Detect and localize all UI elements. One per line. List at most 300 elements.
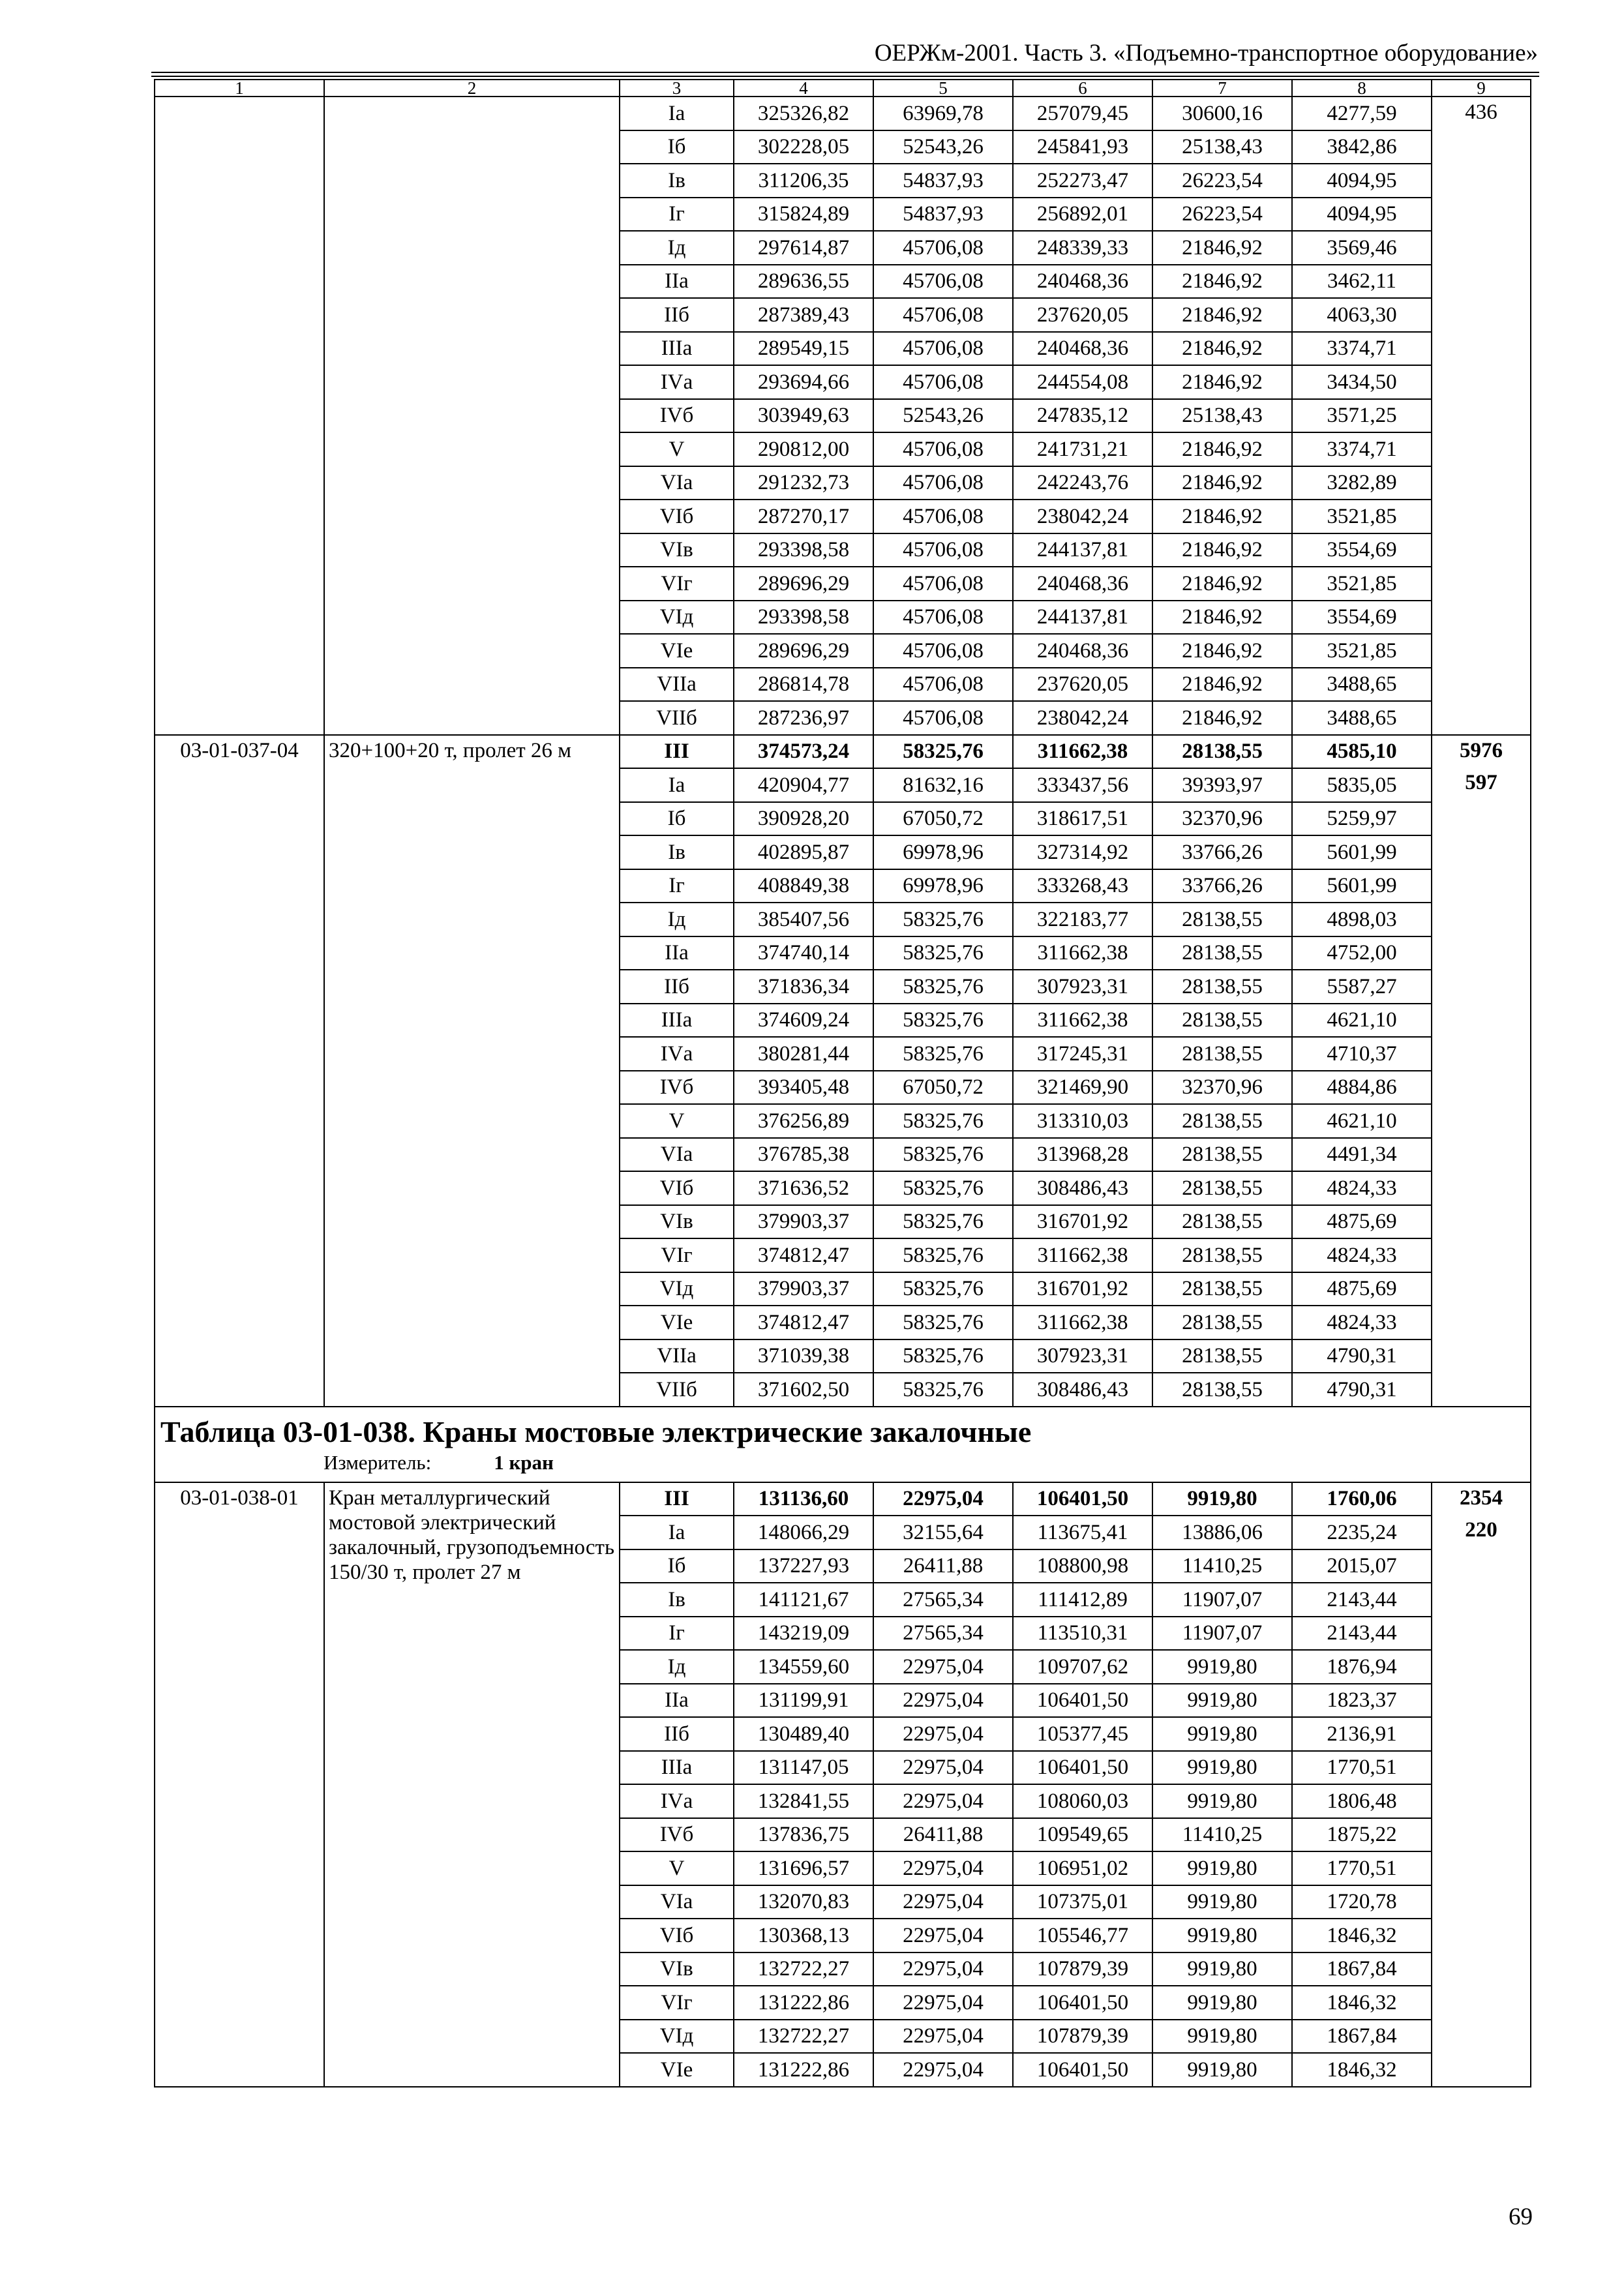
machine-cost-cell: 327314,92 <box>1013 835 1152 869</box>
machinist-wages-cell: 28138,55 <box>1152 1104 1292 1138</box>
total-cost-cell: 374573,24 <box>734 735 873 769</box>
machinist-wages-cell: 21846,92 <box>1152 533 1292 567</box>
machine-cost-cell: 106401,50 <box>1013 1751 1152 1785</box>
materials-cell: 1720,78 <box>1292 1885 1432 1919</box>
table-title-cell <box>155 1407 1531 1482</box>
wages-cell: 22975,04 <box>873 1986 1013 2020</box>
page-number: 69 <box>1509 2204 1533 2230</box>
variant-cell: IVа <box>620 1037 734 1071</box>
total-cost-cell: 132841,55 <box>734 1784 873 1818</box>
total-cost-cell: 131147,05 <box>734 1751 873 1785</box>
variant-cell: IIб <box>620 1717 734 1751</box>
machinist-wages-cell: 28138,55 <box>1152 1205 1292 1239</box>
wages-cell: 45706,08 <box>873 432 1013 466</box>
materials-cell: 5601,99 <box>1292 835 1432 869</box>
total-cost-cell: 132070,83 <box>734 1885 873 1919</box>
variant-cell: VIе <box>620 2053 734 2087</box>
machinist-wages-cell: 28138,55 <box>1152 1306 1292 1339</box>
column-number: 7 <box>1152 80 1292 97</box>
machine-cost-cell: 333268,43 <box>1013 869 1152 903</box>
machinist-wages-cell: 21846,92 <box>1152 231 1292 265</box>
machinist-wages-cell: 9919,80 <box>1152 2053 1292 2087</box>
materials-cell: 3434,50 <box>1292 365 1432 399</box>
machine-cost-cell: 108800,98 <box>1013 1549 1152 1583</box>
variant-cell: IIб <box>620 298 734 332</box>
total-cost-cell: 374609,24 <box>734 1004 873 1038</box>
variant-cell: IVа <box>620 365 734 399</box>
machinist-wages-cell: 21846,92 <box>1152 265 1292 299</box>
total-cost-cell: 132722,27 <box>734 1952 873 1986</box>
total-cost-cell: 290812,00 <box>734 432 873 466</box>
total-cost-cell: 390928,20 <box>734 802 873 836</box>
col9-value: 5976 <box>1460 738 1503 762</box>
machinist-wages-cell: 21846,92 <box>1152 668 1292 702</box>
column-number: 4 <box>734 80 873 97</box>
machine-cost-cell: 237620,05 <box>1013 668 1152 702</box>
wages-cell: 22975,04 <box>873 2020 1013 2054</box>
machine-cost-cell: 105546,77 <box>1013 1919 1152 1952</box>
total-cost-cell: 134559,60 <box>734 1650 873 1684</box>
variant-cell: III <box>620 735 734 769</box>
machine-cost-cell: 252273,47 <box>1013 164 1152 198</box>
machine-cost-cell: 311662,38 <box>1013 936 1152 970</box>
total-cost-cell: 287236,97 <box>734 701 873 735</box>
machinist-wages-cell: 9919,80 <box>1152 1919 1292 1952</box>
materials-cell: 3488,65 <box>1292 668 1432 702</box>
variant-cell: Iг <box>620 1617 734 1651</box>
materials-cell: 3374,71 <box>1292 432 1432 466</box>
wages-cell: 52543,26 <box>873 399 1013 433</box>
materials-cell: 4790,31 <box>1292 1373 1432 1407</box>
column-number: 3 <box>620 80 734 97</box>
total-cost-cell: 287270,17 <box>734 500 873 533</box>
wages-cell: 22975,04 <box>873 1851 1013 1885</box>
machine-cost-cell: 109549,65 <box>1013 1818 1152 1852</box>
wages-cell: 32155,64 <box>873 1516 1013 1549</box>
materials-cell: 2015,07 <box>1292 1549 1432 1583</box>
variant-cell: IIIа <box>620 1751 734 1785</box>
materials-cell: 4824,33 <box>1292 1306 1432 1339</box>
machine-cost-cell: 238042,24 <box>1013 500 1152 533</box>
wages-cell: 45706,08 <box>873 265 1013 299</box>
machine-cost-cell: 238042,24 <box>1013 701 1152 735</box>
materials-cell: 1770,51 <box>1292 1851 1432 1885</box>
wages-cell: 58325,76 <box>873 970 1013 1004</box>
variant-cell: VIе <box>620 634 734 668</box>
materials-cell: 5601,99 <box>1292 869 1432 903</box>
wages-cell: 58325,76 <box>873 1004 1013 1038</box>
table-row <box>155 735 1531 769</box>
rate-code: 03-01-038-01 <box>155 1482 324 2087</box>
rate-code <box>155 97 324 735</box>
unit-line <box>160 1450 1530 1475</box>
variant-cell: III <box>620 1482 734 1516</box>
machine-cost-cell: 106951,02 <box>1013 1851 1152 1885</box>
wages-cell: 22975,04 <box>873 1784 1013 1818</box>
column-number: 6 <box>1013 80 1152 97</box>
materials-cell: 1846,32 <box>1292 2053 1432 2087</box>
machine-cost-cell: 317245,31 <box>1013 1037 1152 1071</box>
materials-cell: 3842,86 <box>1292 130 1432 164</box>
variant-cell: V <box>620 432 734 466</box>
wages-cell: 81632,16 <box>873 768 1013 802</box>
unit-value: 1 кран <box>494 1450 554 1474</box>
machine-cost-cell: 240468,36 <box>1013 567 1152 601</box>
variant-cell: IIа <box>620 265 734 299</box>
total-cost-cell: 293694,66 <box>734 365 873 399</box>
column-number: 9 <box>1432 80 1531 97</box>
wages-cell: 22975,04 <box>873 1650 1013 1684</box>
total-cost-cell: 143219,09 <box>734 1617 873 1651</box>
variant-cell: IVб <box>620 1818 734 1852</box>
materials-cell: 3521,85 <box>1292 634 1432 668</box>
machinist-wages-cell: 26223,54 <box>1152 198 1292 232</box>
machine-cost-cell: 105377,45 <box>1013 1717 1152 1751</box>
machinist-wages-cell: 39393,97 <box>1152 768 1292 802</box>
materials-cell: 4884,86 <box>1292 1071 1432 1105</box>
wages-cell: 69978,96 <box>873 869 1013 903</box>
machine-cost-cell: 106401,50 <box>1013 1684 1152 1718</box>
materials-cell: 3569,46 <box>1292 231 1432 265</box>
machinist-wages-cell: 32370,96 <box>1152 1071 1292 1105</box>
machine-cost-cell: 311662,38 <box>1013 1004 1152 1038</box>
materials-cell: 3554,69 <box>1292 601 1432 635</box>
total-cost-cell: 130368,13 <box>734 1919 873 1952</box>
total-cost-cell: 141121,67 <box>734 1583 873 1617</box>
machine-cost-cell: 256892,01 <box>1013 198 1152 232</box>
wages-cell: 22975,04 <box>873 1751 1013 1785</box>
machine-cost-cell: 307923,31 <box>1013 1339 1152 1373</box>
wages-cell: 58325,76 <box>873 903 1013 936</box>
materials-cell: 4752,00 <box>1292 936 1432 970</box>
variant-cell: VIб <box>620 1171 734 1205</box>
machine-cost-cell: 307923,31 <box>1013 970 1152 1004</box>
machine-cost-cell: 107879,39 <box>1013 2020 1152 2054</box>
table-title-row <box>155 1407 1531 1482</box>
variant-cell: Iг <box>620 198 734 232</box>
total-cost-cell: 420904,77 <box>734 768 873 802</box>
materials-cell: 1770,51 <box>1292 1751 1432 1785</box>
wages-cell: 67050,72 <box>873 1071 1013 1105</box>
machinist-wages-cell: 11410,25 <box>1152 1549 1292 1583</box>
machine-cost-cell: 107879,39 <box>1013 1952 1152 1986</box>
variant-cell: VIIа <box>620 668 734 702</box>
rate-code: 03-01-037-04 <box>155 735 324 1407</box>
wages-cell: 63969,78 <box>873 97 1013 130</box>
machinist-wages-cell: 9919,80 <box>1152 2020 1292 2054</box>
machine-cost-cell: 106401,50 <box>1013 1482 1152 1516</box>
machinist-wages-cell: 28138,55 <box>1152 970 1292 1004</box>
machinist-wages-cell: 28138,55 <box>1152 903 1292 936</box>
wages-cell: 58325,76 <box>873 1373 1013 1407</box>
variant-cell: VIа <box>620 1885 734 1919</box>
variant-cell: Iб <box>620 802 734 836</box>
col9-value: 2354 <box>1460 1486 1503 1510</box>
materials-cell: 2143,44 <box>1292 1583 1432 1617</box>
variant-cell: Iг <box>620 869 734 903</box>
machinist-wages-cell: 28138,55 <box>1152 1171 1292 1205</box>
materials-cell: 4094,95 <box>1292 164 1432 198</box>
total-cost-cell: 131136,60 <box>734 1482 873 1516</box>
col9-value: 220 <box>1465 1518 1497 1542</box>
variant-cell: VIг <box>620 567 734 601</box>
variant-cell: Iа <box>620 768 734 802</box>
variant-cell: IIIа <box>620 1004 734 1038</box>
variant-cell: IVб <box>620 1071 734 1105</box>
total-cost-cell: 289549,15 <box>734 332 873 366</box>
total-cost-cell: 374740,14 <box>734 936 873 970</box>
machinist-wages-cell: 21846,92 <box>1152 567 1292 601</box>
total-cost-cell: 287389,43 <box>734 298 873 332</box>
machinist-wages-cell: 9919,80 <box>1152 1784 1292 1818</box>
variant-cell: IIб <box>620 970 734 1004</box>
total-cost-cell: 379903,37 <box>734 1205 873 1239</box>
total-cost-cell: 293398,58 <box>734 533 873 567</box>
variant-cell: Iб <box>620 130 734 164</box>
total-cost-cell: 293398,58 <box>734 601 873 635</box>
table-title: Таблица 03-01-038. Краны мостовые электрические закалочные <box>160 1414 1032 1448</box>
machine-cost-cell: 240468,36 <box>1013 634 1152 668</box>
variant-cell: VIа <box>620 466 734 500</box>
materials-cell: 2136,91 <box>1292 1717 1432 1751</box>
machinist-wages-cell: 28138,55 <box>1152 1339 1292 1373</box>
materials-cell: 1760,06 <box>1292 1482 1432 1516</box>
machinist-wages-cell: 21846,92 <box>1152 332 1292 366</box>
variant-cell: VIв <box>620 1205 734 1239</box>
total-cost-cell: 408849,38 <box>734 869 873 903</box>
machinist-wages-cell: 30600,16 <box>1152 97 1292 130</box>
variant-cell: VIIб <box>620 701 734 735</box>
machine-cost-cell: 333437,56 <box>1013 768 1152 802</box>
machine-cost-cell: 242243,76 <box>1013 466 1152 500</box>
machinist-wages-cell: 9919,80 <box>1152 1650 1292 1684</box>
total-cost-cell: 291232,73 <box>734 466 873 500</box>
machinist-wages-cell: 25138,43 <box>1152 130 1292 164</box>
variant-cell: V <box>620 1851 734 1885</box>
machine-cost-cell: 321469,90 <box>1013 1071 1152 1105</box>
total-cost-cell: 297614,87 <box>734 231 873 265</box>
machine-cost-cell: 108060,03 <box>1013 1784 1152 1818</box>
total-cost-cell: 137227,93 <box>734 1549 873 1583</box>
machine-cost-cell: 322183,77 <box>1013 903 1152 936</box>
machine-cost-cell: 247835,12 <box>1013 399 1152 433</box>
variant-cell: VIд <box>620 601 734 635</box>
header-rule <box>151 76 1539 77</box>
total-cost-cell: 325326,82 <box>734 97 873 130</box>
variant-cell: VIд <box>620 2020 734 2054</box>
machine-cost-cell: 244137,81 <box>1013 533 1152 567</box>
variant-cell: IVб <box>620 399 734 433</box>
materials-cell: 3521,85 <box>1292 500 1432 533</box>
wages-cell: 58325,76 <box>873 1339 1013 1373</box>
wages-cell: 54837,93 <box>873 164 1013 198</box>
total-cost-cell: 376785,38 <box>734 1138 873 1172</box>
machine-cost-cell: 244554,08 <box>1013 365 1152 399</box>
machinist-wages-cell: 28138,55 <box>1152 1272 1292 1306</box>
wages-cell: 45706,08 <box>873 567 1013 601</box>
wages-cell: 67050,72 <box>873 802 1013 836</box>
materials-cell: 4621,10 <box>1292 1004 1432 1038</box>
materials-cell: 4710,37 <box>1292 1037 1432 1071</box>
wages-cell: 58325,76 <box>873 1037 1013 1071</box>
machinist-wages-cell: 21846,92 <box>1152 601 1292 635</box>
materials-cell: 4063,30 <box>1292 298 1432 332</box>
machine-cost-cell: 318617,51 <box>1013 802 1152 836</box>
wages-cell: 45706,08 <box>873 601 1013 635</box>
materials-cell: 4898,03 <box>1292 903 1432 936</box>
wages-cell: 52543,26 <box>873 130 1013 164</box>
total-cost-cell: 315824,89 <box>734 198 873 232</box>
wages-cell: 22975,04 <box>873 2053 1013 2087</box>
machinist-wages-cell: 13886,06 <box>1152 1516 1292 1549</box>
rate-name <box>324 97 620 735</box>
machine-cost-cell: 106401,50 <box>1013 1986 1152 2020</box>
unit-label: Измеритель: <box>323 1450 432 1474</box>
total-cost-cell: 302228,05 <box>734 130 873 164</box>
total-cost-cell: 374812,47 <box>734 1306 873 1339</box>
materials-cell: 1867,84 <box>1292 2020 1432 2054</box>
machinist-wages-cell: 28138,55 <box>1152 1373 1292 1407</box>
materials-cell: 3282,89 <box>1292 466 1432 500</box>
equipment-weight-cell <box>1432 1482 1531 2087</box>
total-cost-cell: 374812,47 <box>734 1238 873 1272</box>
total-cost-cell: 371836,34 <box>734 970 873 1004</box>
machinist-wages-cell: 9919,80 <box>1152 1717 1292 1751</box>
machine-cost-cell: 257079,45 <box>1013 97 1152 130</box>
wages-cell: 58325,76 <box>873 1138 1013 1172</box>
price-table <box>154 79 1531 2087</box>
variant-cell: Iа <box>620 1516 734 1549</box>
wages-cell: 27565,34 <box>873 1617 1013 1651</box>
machine-cost-cell: 311662,38 <box>1013 735 1152 769</box>
machinist-wages-cell: 21846,92 <box>1152 466 1292 500</box>
total-cost-cell: 371636,52 <box>734 1171 873 1205</box>
column-number: 8 <box>1292 80 1432 97</box>
machinist-wages-cell: 32370,96 <box>1152 802 1292 836</box>
variant-cell: VIIб <box>620 1373 734 1407</box>
variant-cell: VIб <box>620 1919 734 1952</box>
rate-name: Кран металлургический мостовой электрический закалочный, грузоподъемность 150/30 т, пролет 27 м <box>324 1482 620 2087</box>
wages-cell: 45706,08 <box>873 231 1013 265</box>
materials-cell: 4585,10 <box>1292 735 1432 769</box>
machinist-wages-cell: 25138,43 <box>1152 399 1292 433</box>
machine-cost-cell: 106401,50 <box>1013 2053 1152 2087</box>
wages-cell: 26411,88 <box>873 1549 1013 1583</box>
materials-cell: 5835,05 <box>1292 768 1432 802</box>
machine-cost-cell: 111412,89 <box>1013 1583 1152 1617</box>
materials-cell: 2235,24 <box>1292 1516 1432 1549</box>
materials-cell: 1875,22 <box>1292 1818 1432 1852</box>
wages-cell: 22975,04 <box>873 1684 1013 1718</box>
col9-value: 436 <box>1465 100 1497 124</box>
machinist-wages-cell: 9919,80 <box>1152 1482 1292 1516</box>
materials-cell: 5587,27 <box>1292 970 1432 1004</box>
materials-cell: 4824,33 <box>1292 1238 1432 1272</box>
machinist-wages-cell: 21846,92 <box>1152 298 1292 332</box>
column-number: 1 <box>155 80 324 97</box>
total-cost-cell: 132722,27 <box>734 2020 873 2054</box>
wages-cell: 22975,04 <box>873 1952 1013 1986</box>
wages-cell: 22975,04 <box>873 1482 1013 1516</box>
wages-cell: 27565,34 <box>873 1583 1013 1617</box>
wages-cell: 45706,08 <box>873 701 1013 735</box>
variant-cell: Iд <box>620 903 734 936</box>
column-number-row <box>155 80 1531 97</box>
machine-cost-cell: 244137,81 <box>1013 601 1152 635</box>
machinist-wages-cell: 28138,55 <box>1152 1037 1292 1071</box>
machine-cost-cell: 237620,05 <box>1013 298 1152 332</box>
rate-name: 320+100+20 т, пролет 26 м <box>324 735 620 1407</box>
materials-cell: 1867,84 <box>1292 1952 1432 1986</box>
materials-cell: 3571,25 <box>1292 399 1432 433</box>
materials-cell: 4277,59 <box>1292 97 1432 130</box>
materials-cell: 4875,69 <box>1292 1272 1432 1306</box>
machine-cost-cell: 311662,38 <box>1013 1238 1152 1272</box>
variant-cell: VIIа <box>620 1339 734 1373</box>
wages-cell: 58325,76 <box>873 1104 1013 1138</box>
wages-cell: 26411,88 <box>873 1818 1013 1852</box>
machine-cost-cell: 308486,43 <box>1013 1373 1152 1407</box>
total-cost-cell: 137836,75 <box>734 1818 873 1852</box>
materials-cell: 4824,33 <box>1292 1171 1432 1205</box>
machine-cost-cell: 241731,21 <box>1013 432 1152 466</box>
machinist-wages-cell: 11907,07 <box>1152 1617 1292 1651</box>
variant-cell: IVа <box>620 1784 734 1818</box>
machine-cost-cell: 240468,36 <box>1013 332 1152 366</box>
total-cost-cell: 380281,44 <box>734 1037 873 1071</box>
wages-cell: 58325,76 <box>873 1171 1013 1205</box>
wages-cell: 45706,08 <box>873 533 1013 567</box>
machinist-wages-cell: 28138,55 <box>1152 1238 1292 1272</box>
total-cost-cell: 131222,86 <box>734 1986 873 2020</box>
total-cost-cell: 379903,37 <box>734 1272 873 1306</box>
col9-value: 597 <box>1465 771 1497 794</box>
machinist-wages-cell: 21846,92 <box>1152 365 1292 399</box>
wages-cell: 45706,08 <box>873 634 1013 668</box>
variant-cell: IIIа <box>620 332 734 366</box>
variant-cell: VIг <box>620 1238 734 1272</box>
total-cost-cell: 289636,55 <box>734 265 873 299</box>
variant-cell: VIе <box>620 1306 734 1339</box>
machine-cost-cell: 245841,93 <box>1013 130 1152 164</box>
machine-cost-cell: 109707,62 <box>1013 1650 1152 1684</box>
wages-cell: 58325,76 <box>873 936 1013 970</box>
materials-cell: 4491,34 <box>1292 1138 1432 1172</box>
machine-cost-cell: 311662,38 <box>1013 1306 1152 1339</box>
total-cost-cell: 131199,91 <box>734 1684 873 1718</box>
machine-cost-cell: 113510,31 <box>1013 1617 1152 1651</box>
variant-cell: VIв <box>620 533 734 567</box>
materials-cell: 5259,97 <box>1292 802 1432 836</box>
wages-cell: 58325,76 <box>873 1238 1013 1272</box>
machinist-wages-cell: 21846,92 <box>1152 701 1292 735</box>
machine-cost-cell: 113675,41 <box>1013 1516 1152 1549</box>
machine-cost-cell: 316701,92 <box>1013 1205 1152 1239</box>
variant-cell: VIа <box>620 1138 734 1172</box>
materials-cell: 4875,69 <box>1292 1205 1432 1239</box>
machine-cost-cell: 313968,28 <box>1013 1138 1152 1172</box>
equipment-weight-cell <box>1432 97 1531 735</box>
total-cost-cell: 402895,87 <box>734 835 873 869</box>
materials-cell: 3521,85 <box>1292 567 1432 601</box>
header-rule <box>151 72 1539 73</box>
variant-cell: Iб <box>620 1549 734 1583</box>
wages-cell: 45706,08 <box>873 668 1013 702</box>
variant-cell: VIд <box>620 1272 734 1306</box>
wages-cell: 22975,04 <box>873 1885 1013 1919</box>
machinist-wages-cell: 33766,26 <box>1152 869 1292 903</box>
materials-cell: 3554,69 <box>1292 533 1432 567</box>
